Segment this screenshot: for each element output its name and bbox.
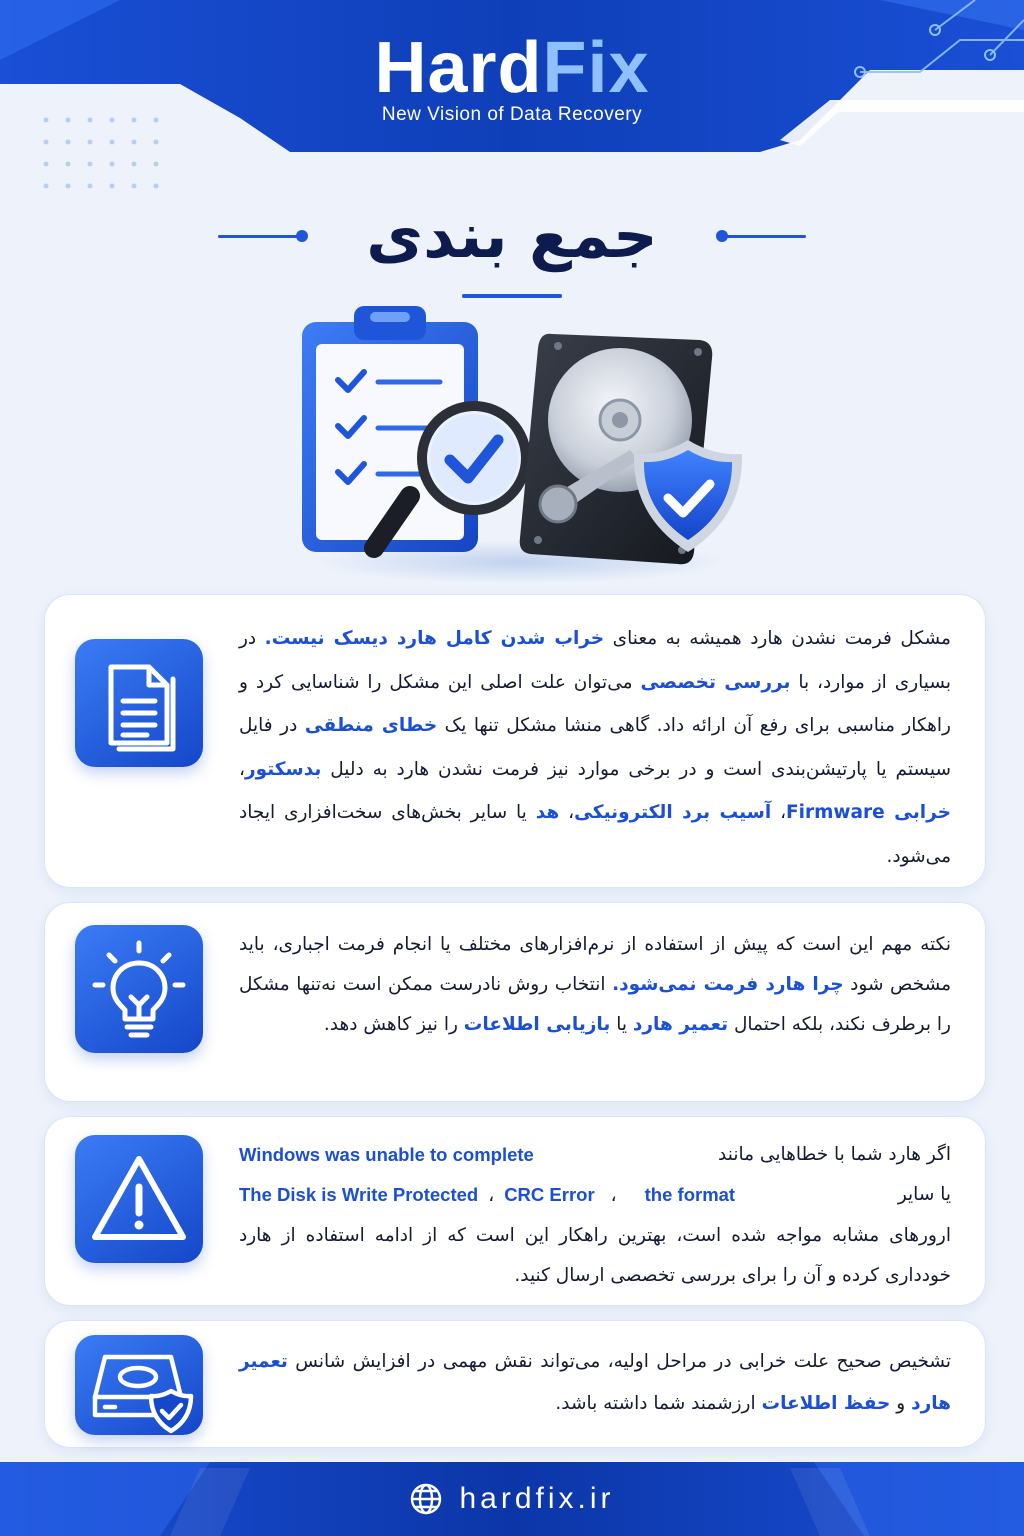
globe-icon <box>409 1482 443 1516</box>
highlighted-term: خرابی Firmware <box>786 802 951 823</box>
highlighted-term: تعمیر هارد <box>632 1014 729 1035</box>
document-icon <box>75 639 203 767</box>
card-4-paragraph <box>239 1341 951 1425</box>
text-segment: در فایل سیستم یا پارتیشن‌بندی است و در برخی موارد نیز فرمت نشدن هارد به دلیل <box>239 715 951 780</box>
card-icon-tile <box>75 1335 203 1435</box>
text-segment: یا سایر بخش‌های سخت‌افزاری ایجاد می‌شود. <box>239 802 951 867</box>
card-3-line-1 <box>239 1135 951 1175</box>
text-segment: تشخیص صحیح علت خرابی در مراحل اولیه، می‌تواند نقش مهمی در افزایش شانس <box>287 1351 951 1372</box>
error-windows-unable: Windows was unable to complete <box>239 1144 534 1165</box>
text-segment: ارزشمند شما داشته باشد. <box>555 1393 762 1414</box>
separator: ، <box>610 1185 617 1206</box>
hero-illustration <box>290 300 750 590</box>
card-3-rest: ارورهای مشابه مواجه شده است، بهترین راهکار این است که از ادامه استفاده از هارد خودداری کرده و آن را برای بررسی تخصصی ارسال کنید. <box>239 1225 951 1286</box>
brand-logo <box>0 28 1024 108</box>
highlighted-term: بررسی تخصصی <box>640 671 791 693</box>
page-title: جمع بندی <box>366 199 658 272</box>
card-3-line-2 <box>239 1175 951 1216</box>
card-1-text <box>239 617 951 878</box>
card-icon-tile <box>75 925 203 1053</box>
website-link[interactable] <box>0 1482 1024 1516</box>
card-3-text <box>239 1135 951 1296</box>
card-3-or-other: یا سایر <box>897 1184 951 1205</box>
summary-card-3 <box>44 1116 986 1306</box>
summary-card-1 <box>44 594 986 888</box>
highlighted-term: تعمیر هارد <box>239 1351 951 1414</box>
highlighted-term: بدسکتور <box>244 758 322 780</box>
footer <box>0 1462 1024 1536</box>
summary-card-2 <box>44 902 986 1102</box>
summary-card-4 <box>44 1320 986 1448</box>
warning-icon <box>75 1135 203 1263</box>
text-segment: انتخاب روش نادرست ممکن است نه‌تنها مشکل را برطرف نکند، بلکه احتمال <box>239 974 951 1035</box>
text-segment: را نیز کاهش دهد. <box>323 1014 464 1035</box>
highlighted-term: خطای منطقی <box>304 715 438 736</box>
brand-fix: Fix <box>542 28 650 108</box>
decorative-dots <box>42 116 162 206</box>
text-segment: نکته مهم این است که پیش از استفاده از نرم‌افزارهای مختلف یا انجام فرمت اجباری، باید مشخص شود <box>239 934 952 995</box>
separator: ، <box>488 1185 495 1206</box>
text-segment: یا <box>610 1014 633 1035</box>
text-segment: و <box>890 1393 912 1414</box>
highlighted-term: خراب شدن کامل هارد دیسک نیست. <box>264 628 605 649</box>
error-crc: CRC Error <box>504 1184 595 1205</box>
error-the-format: the format <box>644 1184 736 1205</box>
highlighted-term: هد <box>535 802 560 823</box>
card-icon-tile <box>75 639 203 767</box>
card-3-errors <box>239 1175 735 1216</box>
text-segment: ، <box>559 802 575 823</box>
highlighted-term: حفظ اطلاعات <box>761 1393 891 1414</box>
text-segment: ، <box>771 802 787 823</box>
text-segment: در بسیاری از موارد، با <box>239 628 951 693</box>
highlighted-term: چرا هارد فرمت نمی‌شود. <box>612 974 844 995</box>
title-underline <box>462 294 562 298</box>
text-segment: مشکل فرمت نشدن هارد همیشه به معنای <box>604 628 951 649</box>
website-url[interactable]: hardfix.ir <box>459 1482 615 1515</box>
card-2-text <box>239 925 951 1045</box>
error-write-protected: The Disk is Write Protected <box>239 1184 479 1205</box>
card-1-paragraph <box>239 617 951 878</box>
text-segment: ، <box>239 758 245 780</box>
lightbulb-icon <box>75 925 203 1053</box>
card-3-intro: اگر هارد شما با خطاهایی مانند <box>718 1144 951 1165</box>
text-segment: می‌توان علت اصلی این مشکل را شناسایی کرد و راهکار مناسبی برای رفع آن ارائه داد. گاهی منشا مشکل تنها یک <box>239 671 951 736</box>
brand-hard: Hard <box>374 28 543 108</box>
section-title <box>0 196 1024 306</box>
card-icon-tile <box>75 1135 203 1263</box>
brand-tagline: New Vision of Data Recovery <box>381 104 643 125</box>
card-4-text <box>239 1341 951 1425</box>
highlighted-term: آسیب برد الکترونیکی <box>574 802 772 823</box>
card-2-paragraph <box>239 925 951 1045</box>
hard-drive-shield-icon <box>75 1335 203 1435</box>
highlighted-term: بازیابی اطلاعات <box>463 1014 611 1035</box>
